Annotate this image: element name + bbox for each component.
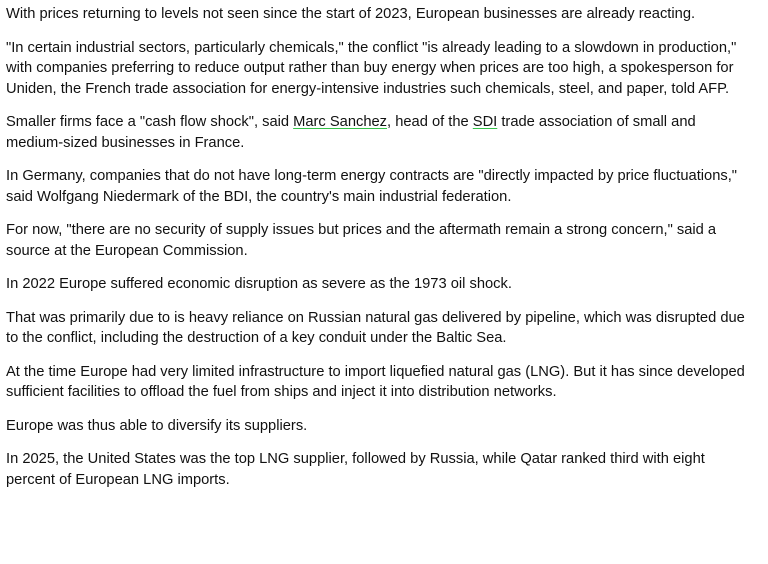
article-paragraph: Europe was thus able to diversify its suppliers. (6, 417, 308, 434)
paragraph-segment-text: Smaller firms face a "cash flow shock", said (6, 114, 294, 130)
article-paragraph: In Germany, companies that do not have long-term energy contracts are "directly impacted by price fluctuations," said Wolfgang Niedermark of the BDI, the country's main industrial federation. (6, 168, 738, 205)
article-paragraph: In 2022 Europe suffered economic disruption as severe as the 1973 oil shock. (6, 276, 512, 292)
article-paragraph: "In certain industrial sectors, particularly chemicals," the conflict "is already leading to a slowdown in production," with companies preferring to reduce output rather than buy energy when prices are too high, a spokesperson for Uniden, the French trade association for energy-intensive industries such chemicals, steel, and paper, told AFP. (6, 39, 737, 97)
article-paragraph (6, 112, 756, 153)
misspelled-word-sdi: SDI (472, 114, 498, 130)
paragraph-segment-text: trade association of small and medium-sized businesses in France. (6, 114, 696, 151)
article-paragraph: That was primarily due to is heavy reliance on Russian natural gas delivered by pipeline, which was disrupted due to the conflict, including the destruction of a key conduit under the Baltic Sea. (6, 309, 745, 346)
article-paragraph: With prices returning to levels not seen since the start of 2023, European businesses are already reacting. (6, 6, 696, 22)
article-paragraph: At the time Europe had very limited infrastructure to import liquefied natural gas (LNG). But it has since developed sufficient facilities to offload the fuel from ships and inject it into distribution networks. (6, 363, 745, 400)
article-paragraph: In 2025, the United States was the top LNG supplier, followed by Russia, while Qatar ranked third with eight percent of European LNG imports. (6, 451, 705, 488)
article-paragraph: For now, "there are no security of supply issues but prices and the aftermath remain a strong concern," said a source at the European Commission. (6, 222, 717, 259)
paragraph-segment-text: , head of the (387, 114, 473, 130)
misspelled-word-marc-sanchez: Marc Sanchez (293, 114, 388, 130)
